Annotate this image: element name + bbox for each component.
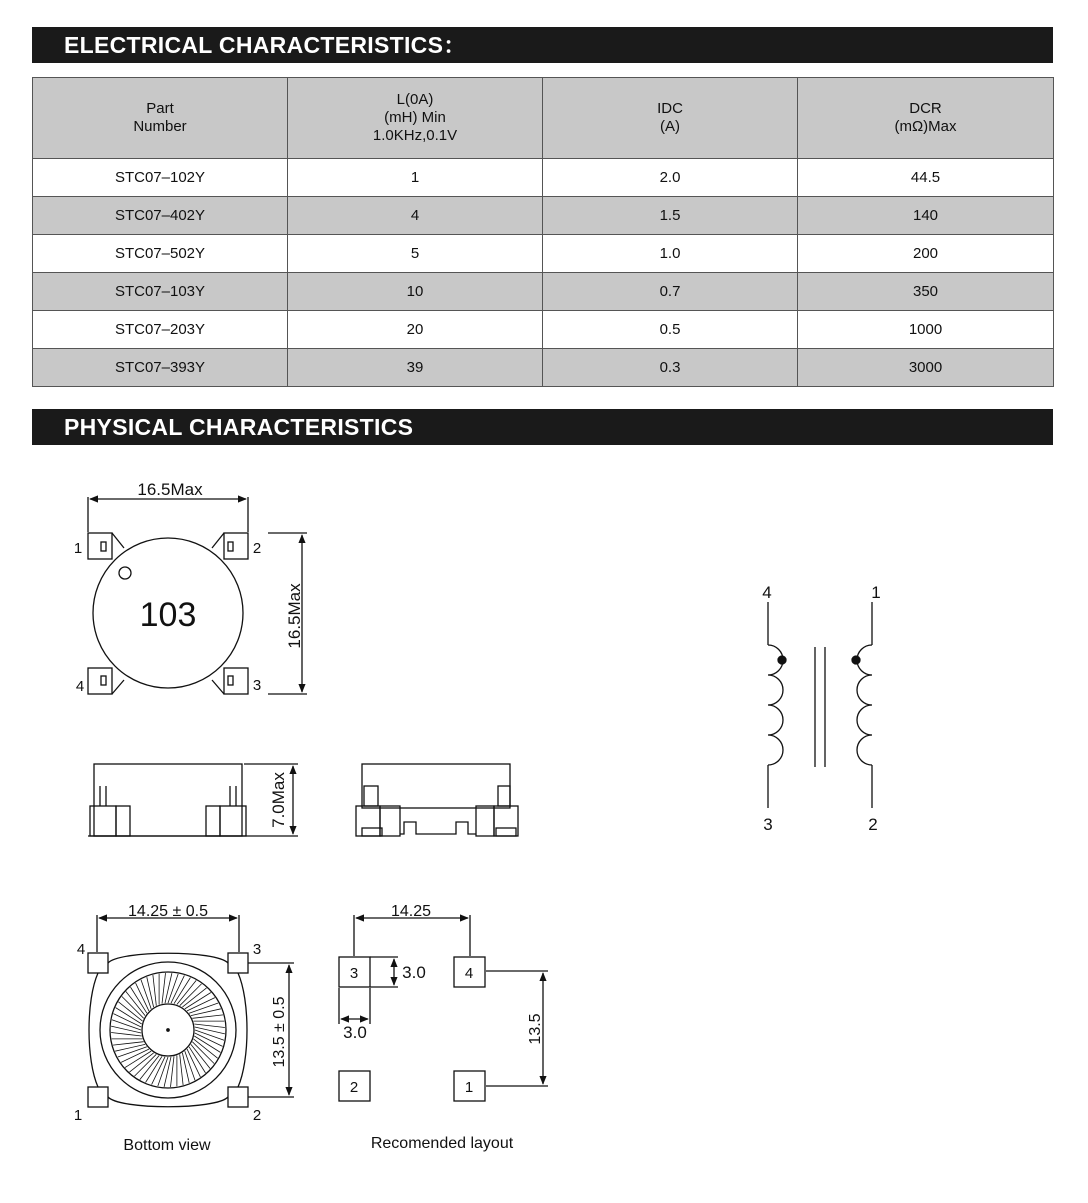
winding-stroke — [113, 1042, 144, 1045]
cell-inductance: 39 — [288, 349, 543, 387]
layout-pad-width-label: 3.0 — [343, 1023, 367, 1042]
cell-idc: 1.0 — [543, 235, 798, 273]
cell-idc: 1.5 — [543, 197, 798, 235]
bottom-view-width-label: 14.25 ± 0.5 — [128, 903, 208, 920]
winding-stroke — [192, 1015, 223, 1018]
right-polarity-dot — [852, 656, 860, 664]
layout-width-dimension — [354, 915, 470, 956]
side-view-height-label: 7.0Max — [269, 772, 288, 828]
cell-dcr: 44.5 — [798, 159, 1054, 197]
side-view-front-drawing — [88, 764, 298, 836]
cell-part-number: STC07–393Y — [33, 349, 288, 387]
winding-stroke — [165, 973, 172, 1003]
layout-pad-label-3: 3 — [349, 965, 359, 982]
winding-stroke — [171, 1056, 175, 1087]
schematic-pin-1: 1 — [871, 583, 881, 602]
cell-idc: 0.5 — [543, 311, 798, 349]
cell-inductance: 1 — [288, 159, 543, 197]
cell-idc: 2.0 — [543, 159, 798, 197]
electrical-characteristics-heading: ELECTRICAL CHARACTERISTICS： — [32, 27, 1053, 63]
cell-inductance: 20 — [288, 311, 543, 349]
bottom-view-pin-2: 2 — [252, 1107, 262, 1124]
bottom-view-pin-4: 4 — [76, 941, 86, 958]
top-view-width-label: 16.5Max — [137, 480, 203, 499]
left-polarity-dot — [778, 656, 786, 664]
top-view-pin-2: 2 — [252, 540, 262, 557]
layout-pad-label-2: 2 — [349, 1079, 359, 1096]
cell-dcr: 3000 — [798, 349, 1054, 387]
layout-height-label: 13.5 — [527, 1013, 544, 1045]
winding-stroke — [153, 975, 156, 1006]
cell-dcr: 1000 — [798, 311, 1054, 349]
cell-part-number: STC07–203Y — [33, 311, 288, 349]
winding-stroke — [147, 977, 154, 1007]
top-view-pin-4: 4 — [75, 678, 85, 695]
recommended-layout-drawing — [339, 915, 548, 1101]
cell-part-number: STC07–103Y — [33, 273, 288, 311]
winding-stroke — [180, 1054, 183, 1085]
layout-pad-height-label: 3.0 — [402, 963, 426, 982]
bottom-view-pin-1: 1 — [73, 1107, 83, 1124]
top-view-height-label: 16.5Max — [285, 583, 304, 649]
layout-pad-width-dimension — [339, 988, 370, 1024]
top-view-drawing — [88, 497, 307, 694]
cell-part-number: STC07–102Y — [33, 159, 288, 197]
bottom-view-drawing — [88, 915, 294, 1107]
winding-stroke — [115, 1044, 145, 1051]
bottom-view-height-label: 13.5 ± 0.5 — [271, 996, 288, 1068]
schematic-pin-2: 2 — [868, 815, 878, 834]
layout-pad-label-4: 4 — [464, 965, 474, 982]
top-view-pin-1: 1 — [73, 540, 83, 557]
layout-width-label: 14.25 — [390, 903, 432, 920]
cell-dcr: 140 — [798, 197, 1054, 235]
header-dcr: DCR (mΩ)Max — [798, 78, 1054, 159]
winding-stroke — [162, 973, 166, 1004]
winding-stroke — [191, 1009, 221, 1016]
cell-dcr: 200 — [798, 235, 1054, 273]
winding-stroke — [164, 1057, 171, 1087]
cell-inductance: 10 — [288, 273, 543, 311]
cell-part-number: STC07–502Y — [33, 235, 288, 273]
cell-part-number: STC07–402Y — [33, 197, 288, 235]
bottom-view-caption: Bottom view — [123, 1137, 211, 1154]
layout-pad-height-dimension — [370, 957, 398, 987]
cell-dcr: 350 — [798, 273, 1054, 311]
top-view-width-dimension — [88, 497, 248, 532]
top-view-pin-3: 3 — [252, 677, 262, 694]
layout-pad-label-1: 1 — [464, 1079, 474, 1096]
part-marking: 103 — [139, 596, 197, 634]
physical-characteristics-heading: PHYSICAL CHARACTERISTICS — [32, 409, 1053, 445]
bottom-view-pin-3: 3 — [252, 941, 262, 958]
schematic-pin-4: 4 — [762, 583, 772, 602]
winding-stroke — [195, 1027, 225, 1034]
bottom-view-width-dimension — [97, 915, 239, 952]
cell-idc: 0.7 — [543, 273, 798, 311]
header-idc: IDC (A) — [543, 78, 798, 159]
layout-caption: Recomended layout — [370, 1135, 514, 1152]
winding-stroke — [111, 1033, 142, 1037]
schematic-pin-3: 3 — [763, 815, 773, 834]
side-view-side-drawing — [356, 764, 518, 836]
cell-inductance: 4 — [288, 197, 543, 235]
cell-inductance: 5 — [288, 235, 543, 273]
header-inductance: L(0A) (mH) Min 1.0KHz,0.1V — [288, 78, 543, 159]
winding-stroke — [111, 1026, 141, 1033]
winding-stroke — [194, 1024, 225, 1028]
schematic-drawing — [768, 602, 872, 808]
winding-stroke — [182, 1053, 189, 1083]
header-part-number: Part Number — [33, 78, 288, 159]
cell-idc: 0.3 — [543, 349, 798, 387]
